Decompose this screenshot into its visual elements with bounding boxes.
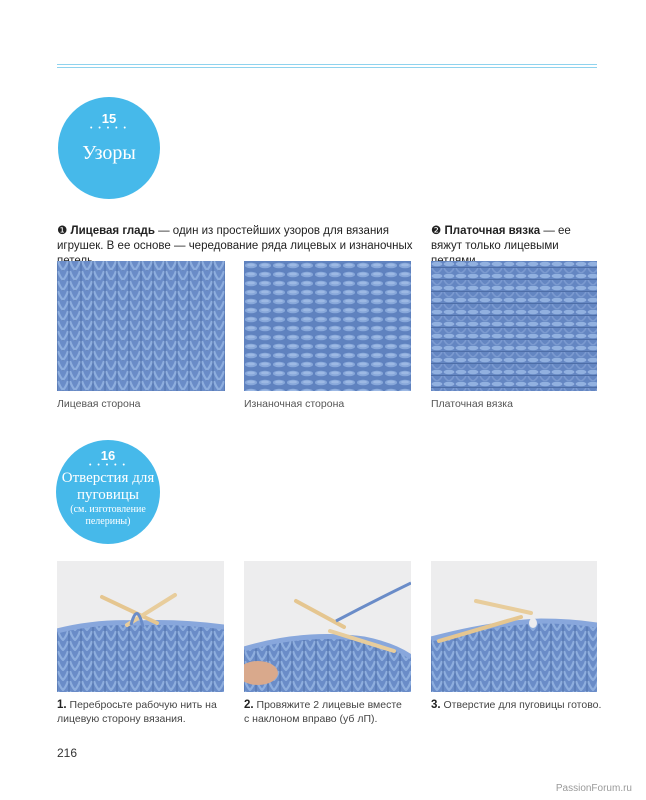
term-stockinette: Лицевая гладь [70,225,155,237]
step-3-caption [431,698,611,712]
watermark: PassionForum.ru [555,783,632,794]
section-subtitle-line-2: пелерины) [85,516,131,527]
section-16-badge [56,440,160,544]
section-number: 15 [101,111,117,126]
step-text-line-1: Провяжите 2 лицевые вместе [256,699,402,711]
step-number: 1. [57,699,67,711]
step-3-photo [431,561,597,692]
page-number: 216 [57,746,78,760]
step-2-photo [244,561,411,692]
step-1-photo [57,561,224,692]
section-subtitle-line-1: (см. изготовление [70,504,146,515]
step-text-line-2: с наклоном вправо (уб лП). [244,713,378,725]
garter-description: — ее вяжут только лицевыми [431,225,571,252]
step-text-line-2: лицевую сторону вязания. [57,713,186,725]
step-2-caption [244,698,419,726]
swatch-stockinette-image [57,261,225,391]
item-marker-1: ❶ [57,225,68,237]
step-number: 2. [244,699,254,711]
stockinette-description: — один из простейших узоров для вязания игрушек. В ее основе — чередование ряда лицевых и изнаночных [57,225,413,252]
top-rule-1 [57,64,597,65]
item-marker-2: ❷ [431,225,442,237]
step-1-caption [57,698,227,726]
section-number: 16 [100,448,116,463]
step-number: 3. [431,699,441,711]
step-text-line-1: Отверстие для пуговицы готово. [443,699,602,711]
swatch-reverse-image [244,261,411,391]
section-title-line-2: пуговицы [76,487,140,503]
swatch-garter-image [431,261,597,391]
section-15-badge [58,97,160,199]
step-text-line-1: Перебросьте рабочую нить на [69,699,217,711]
top-rule-2 [57,67,597,68]
section-title: Узоры [82,142,136,164]
swatch-caption: Изнаночная сторона [244,398,345,410]
term-garter: Платочная вязка [444,225,541,237]
swatch-caption: Лицевая сторона [57,398,141,410]
section-title-line-1: Отверстия для [61,470,155,486]
badge-dots: • • • • • [89,125,129,132]
swatch-caption: Платочная вязка [431,398,513,410]
badge-dots: • • • • • [88,462,128,469]
